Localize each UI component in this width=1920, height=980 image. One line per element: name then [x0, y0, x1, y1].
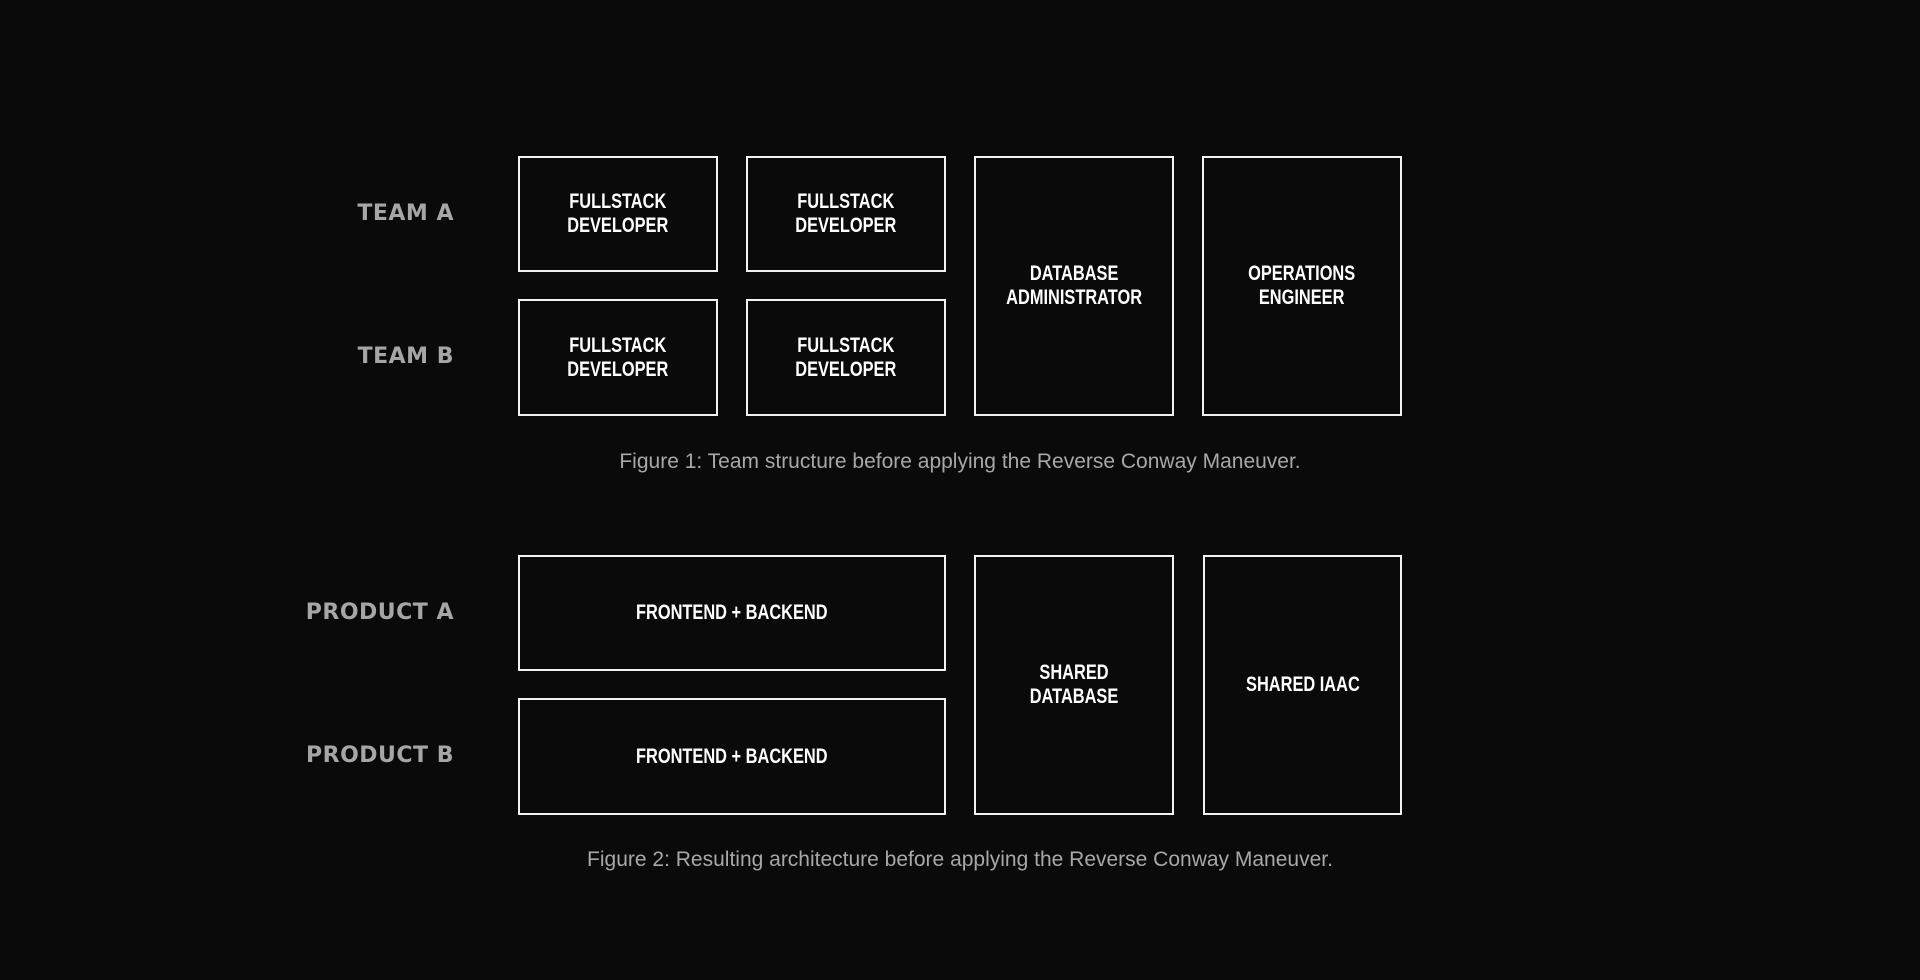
team-a-fullstack-developer-2: [746, 156, 946, 272]
team-b-fullstack-developer-2: [746, 299, 946, 416]
product-b-frontend-backend-box: [518, 698, 946, 815]
box-label: SHARED IAAC: [1245, 673, 1360, 696]
row-label-product-a: PRODUCT A: [305, 600, 454, 625]
shared-iaac-box: [1203, 555, 1402, 815]
box-label: FULLSTACK DEVELOPER: [795, 190, 897, 237]
database-administrator-box: [974, 156, 1174, 416]
row-label-team-a: TEAM A: [357, 201, 454, 226]
box-label: FRONTEND + BACKEND: [636, 744, 828, 768]
box-label: DATABASE ADMINISTRATOR: [1006, 262, 1142, 309]
row-label-product-b: PRODUCT B: [306, 743, 454, 768]
row-label-team-b: TEAM B: [357, 344, 454, 369]
box-label: FULLSTACK DEVELOPER: [567, 333, 669, 381]
figure-2-caption: Figure 2: Resulting architecture before applying the Reverse Conway Maneuver.: [587, 848, 1333, 871]
shared-database-box: [974, 555, 1174, 815]
box-label: OPERATIONS ENGINEER: [1248, 262, 1356, 309]
box-label: SHARED DATABASE: [1029, 661, 1119, 708]
box-label: FULLSTACK DEVELOPER: [567, 190, 669, 237]
product-a-frontend-backend-box: [518, 555, 946, 671]
box-label: FRONTEND + BACKEND: [636, 601, 828, 624]
operations-engineer-box: [1202, 156, 1402, 416]
box-label: FULLSTACK DEVELOPER: [795, 333, 897, 381]
team-b-fullstack-developer-1: [518, 299, 718, 416]
figure-1-caption: Figure 1: Team structure before applying the Reverse Conway Maneuver.: [619, 450, 1301, 473]
team-a-fullstack-developer-1: [518, 156, 718, 272]
